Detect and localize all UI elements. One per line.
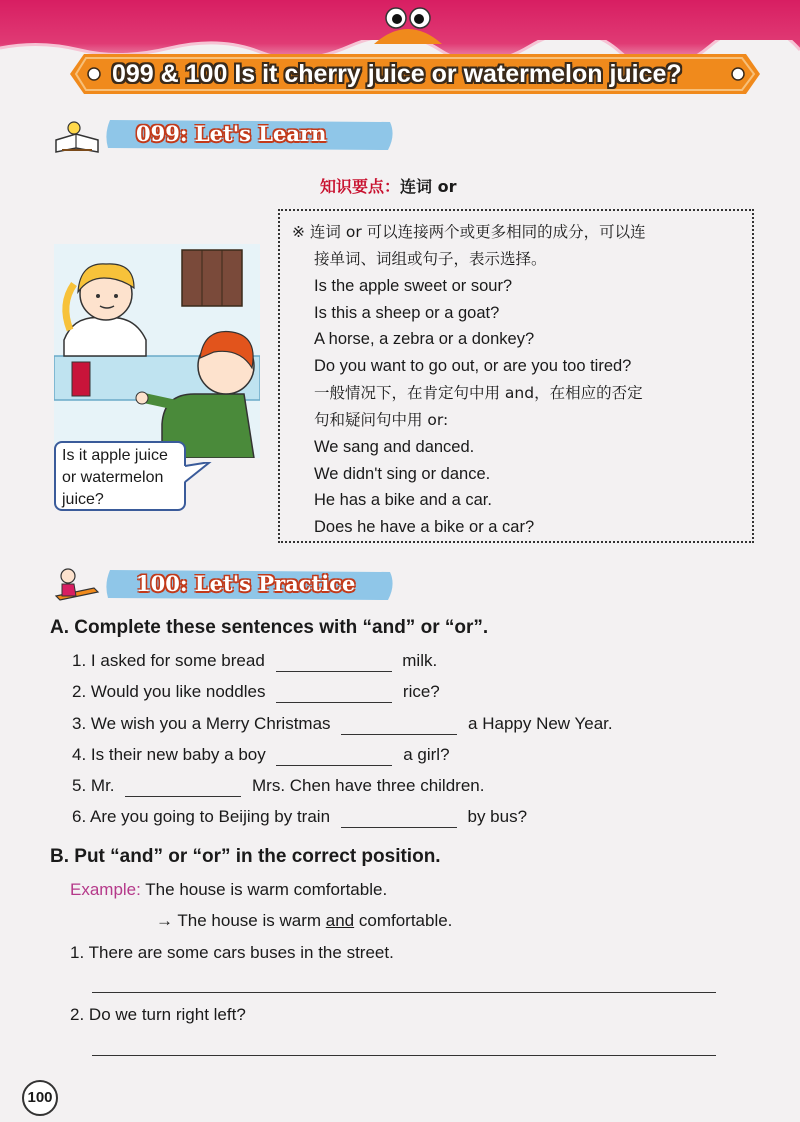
item-number: 6. — [72, 807, 87, 826]
page-number: 100 — [22, 1080, 58, 1116]
note-line: A horse, a zebra or a donkey? — [314, 330, 535, 348]
note-line: Do you want to go out, or are you too tired? — [314, 357, 632, 375]
answer-blank[interactable] — [276, 747, 392, 766]
child-pencil-icon — [52, 566, 100, 606]
answer-blank[interactable] — [341, 809, 457, 828]
keypoint-value: 连词 or — [400, 177, 457, 196]
note-line: Is this a sheep or a goat? — [314, 304, 500, 322]
item-number: 5. — [72, 776, 87, 795]
example-sentence: The house is warm comfortable. — [145, 880, 388, 899]
part-b-title: B. Put “and” or “or” in the correct position. — [50, 846, 441, 867]
note-line: ※ 连词 or 可以连接两个或更多相同的成分，可以连 — [292, 223, 646, 241]
answer-blank[interactable] — [276, 653, 392, 672]
exercise-a-item — [72, 650, 437, 672]
item-number: 3. — [72, 714, 87, 733]
exercise-b-item — [70, 1004, 246, 1026]
exercise-a-item — [72, 744, 450, 766]
answer-line[interactable] — [92, 1055, 716, 1056]
answer-blank[interactable] — [341, 716, 457, 735]
item-text: Mrs. Chen have three children. — [252, 776, 485, 795]
item-text: Is their new baby a boy — [90, 745, 266, 764]
note-line: We didn't sing or dance. — [314, 465, 491, 483]
book-bulb-icon — [52, 120, 102, 156]
note-line: He has a bike and a car. — [314, 491, 492, 509]
item-text: milk. — [402, 651, 438, 670]
note-line: 句和疑问句中用 or: — [314, 411, 449, 429]
note-line: Does he have a bike or a car? — [314, 518, 535, 536]
speech-line: juice? — [62, 491, 104, 508]
item-text: Are you going to Beijing by train — [89, 807, 331, 826]
keypoint-label: 知识要点： — [320, 177, 401, 196]
answer-blank[interactable] — [276, 684, 392, 703]
keypoint — [320, 174, 456, 197]
answer-blank[interactable] — [125, 778, 241, 797]
mascot-eyes-icon — [372, 0, 444, 44]
kids-juice-illustration — [54, 244, 260, 458]
note-line: We sang and danced. — [314, 438, 475, 456]
item-text: Mr. — [90, 776, 115, 795]
note-line: 一般情况下，在肯定句中用 and，在相应的否定 — [314, 384, 643, 402]
example-row — [70, 879, 387, 901]
item-number: 2. — [70, 1005, 85, 1024]
page-title: 099 & 100 Is it cherry juice or watermelon juice? — [112, 60, 682, 88]
answer-line[interactable] — [92, 992, 716, 993]
note-line: Is the apple sweet or sour? — [314, 277, 513, 295]
example-answer-word: and — [325, 911, 355, 930]
item-text: I asked for some bread — [90, 651, 265, 670]
example-answer-text: → The house is warm — [156, 911, 326, 930]
speech-line: or watermelon — [62, 469, 164, 486]
item-number: 4. — [72, 745, 87, 764]
item-number: 1. — [72, 651, 87, 670]
speech-line: Is it apple juice — [62, 447, 168, 464]
item-text: Would you like noddles — [90, 682, 266, 701]
exercise-a-item — [72, 806, 527, 828]
item-text: rice? — [402, 682, 440, 701]
practice-section-title: 100: Let's Practice — [136, 571, 356, 596]
exercise-a-item — [72, 713, 613, 735]
learn-section-title: 099: Let's Learn — [136, 121, 327, 146]
example-answer-text: comfortable. — [354, 911, 453, 930]
example-label: Example: — [70, 880, 141, 899]
item-text: a girl? — [403, 745, 450, 764]
part-a-title: A. Complete these sentences with “and” or “or”. — [50, 617, 489, 638]
example-answer — [156, 910, 452, 932]
item-text: There are some cars buses in the street. — [88, 943, 394, 962]
speech-bubble — [54, 441, 186, 511]
item-number: 2. — [72, 682, 87, 701]
item-text: Do we turn right left? — [88, 1005, 246, 1024]
item-number: 1. — [70, 943, 85, 962]
speech-bubble-tail — [184, 462, 214, 486]
note-line: 接单词、词组或句子，表示选择。 — [314, 250, 547, 268]
exercise-a-item — [72, 775, 484, 797]
item-text: by bus? — [467, 807, 528, 826]
exercise-a-item — [72, 681, 440, 703]
item-text: a Happy New Year. — [468, 714, 613, 733]
item-text: We wish you a Merry Christmas — [90, 714, 331, 733]
exercise-b-item — [70, 942, 394, 964]
